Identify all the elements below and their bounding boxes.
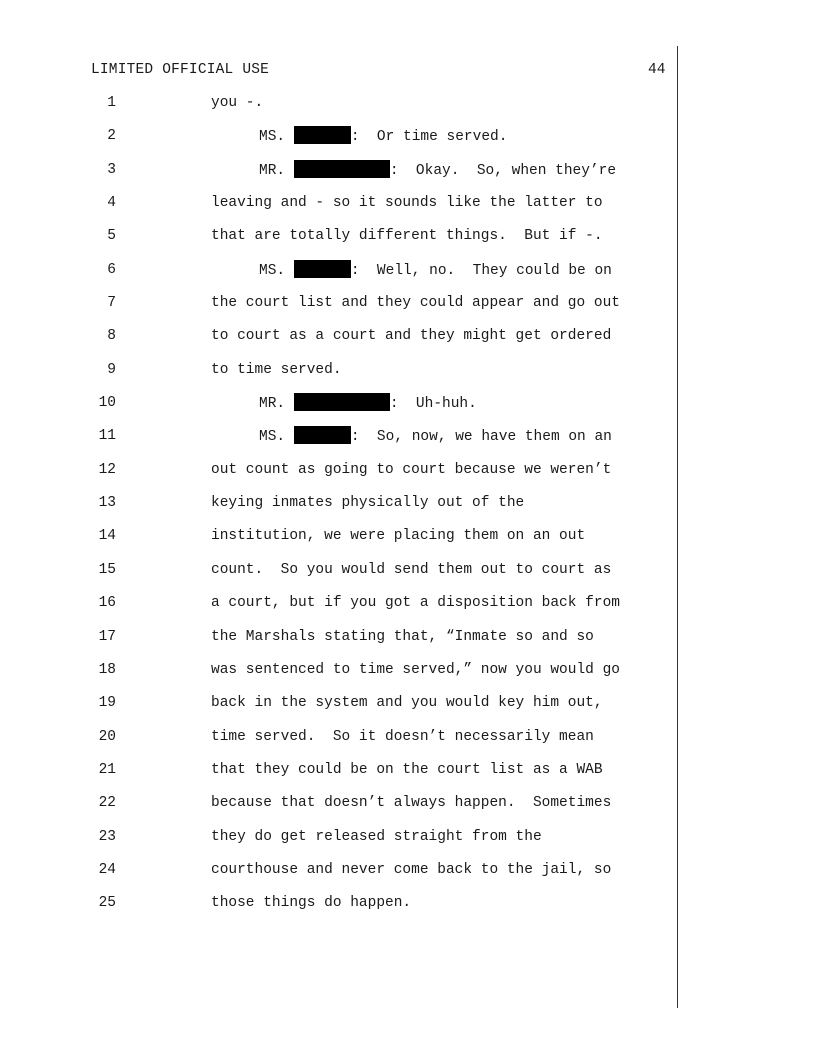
spoken-text: : Okay. So, when they’re (389, 162, 617, 179)
line-number: 25 (98, 895, 116, 912)
speaker-title: MR. (259, 396, 294, 413)
line-text: count. So you would send them out to court as (211, 561, 612, 578)
speaker-line (259, 126, 507, 147)
redaction-block (294, 426, 351, 444)
speaker-line (259, 260, 612, 281)
transcript-line (0, 293, 816, 326)
line-number: 8 (107, 328, 116, 345)
line-text: out count as going to court because we weren’t (211, 461, 612, 478)
line-number: 20 (98, 728, 116, 745)
line-text: a court, but if you got a disposition back from (211, 595, 620, 612)
line-number: 9 (107, 361, 116, 378)
line-text: that are totally different things. But if -. (211, 228, 603, 245)
line-number: 2 (107, 128, 116, 145)
spoken-text: : Uh-huh. (389, 396, 477, 413)
line-number: 11 (98, 428, 116, 445)
line-number: 22 (98, 795, 116, 812)
transcript-line (0, 493, 816, 526)
classification-header: LIMITED OFFICIAL USE (91, 62, 270, 78)
transcript-line (0, 593, 816, 626)
transcript-line (0, 793, 816, 826)
transcript-line (0, 860, 816, 893)
line-text: back in the system and you would key him out, (211, 695, 603, 712)
speaker-line (259, 393, 477, 414)
line-number: 15 (98, 561, 116, 578)
redaction-block (294, 126, 351, 144)
redaction-block (294, 393, 390, 411)
line-number: 6 (107, 261, 116, 278)
line-text: those things do happen. (211, 895, 412, 912)
line-text: they do get released straight from the (211, 828, 542, 845)
line-number: 19 (98, 695, 116, 712)
page-number: 44 (648, 62, 666, 78)
speaker-title: MR. (259, 162, 294, 179)
transcript-line (0, 160, 816, 193)
speaker-line (259, 426, 612, 447)
speaker-title: MS. (259, 129, 294, 146)
transcript-line (0, 460, 816, 493)
transcript-line (0, 126, 816, 159)
line-text: that they could be on the court list as a WAB (211, 761, 603, 778)
line-text: the Marshals stating that, “Inmate so and so (211, 628, 594, 645)
line-number: 1 (107, 95, 116, 111)
line-text: leaving and - so it sounds like the latter to (211, 195, 603, 212)
line-text: was sentenced to time served,” now you would go (211, 661, 620, 678)
line-text: because that doesn’t always happen. Sometimes (211, 795, 612, 812)
transcript-line (0, 526, 816, 559)
line-number: 13 (98, 495, 116, 512)
spoken-text: : So, now, we have them on an (350, 429, 612, 446)
line-text: time served. So it doesn’t necessarily mean (211, 728, 594, 745)
speaker-line (259, 160, 616, 181)
line-text: to court as a court and they might get ordered (211, 328, 612, 345)
transcript-line (0, 93, 816, 126)
line-number: 24 (98, 861, 116, 878)
transcript-line (0, 893, 816, 926)
transcript-line (0, 827, 816, 860)
speaker-title: MS. (259, 262, 294, 279)
transcript-line (0, 627, 816, 660)
line-number: 14 (98, 528, 116, 545)
line-number: 21 (98, 761, 116, 778)
line-number: 4 (107, 195, 116, 212)
transcript-line (0, 727, 816, 760)
line-text: to time served. (211, 361, 342, 378)
transcript-line (0, 393, 816, 426)
transcript-line (0, 693, 816, 726)
line-number: 3 (107, 161, 116, 178)
line-number: 12 (98, 461, 116, 478)
line-text: you -. (211, 95, 264, 111)
transcript-line (0, 260, 816, 293)
transcript-line (0, 660, 816, 693)
transcript-line (0, 560, 816, 593)
speaker-title: MS. (259, 429, 294, 446)
transcript-line (0, 360, 816, 393)
line-number: 16 (98, 595, 116, 612)
line-text: keying inmates physically out of the (211, 495, 525, 512)
redaction-block (294, 260, 351, 278)
line-text: courthouse and never come back to the jail, so (211, 861, 612, 878)
line-number: 17 (98, 628, 116, 645)
line-text: the court list and they could appear and go out (211, 295, 620, 312)
line-number: 23 (98, 828, 116, 845)
transcript-line (0, 193, 816, 226)
line-number: 10 (98, 395, 116, 412)
line-number: 5 (107, 228, 116, 245)
transcript-line (0, 226, 816, 259)
line-number: 7 (107, 295, 116, 312)
transcript-line (0, 326, 816, 359)
redaction-block (294, 160, 390, 178)
line-text: institution, we were placing them on an out (211, 528, 586, 545)
transcript-lines (0, 93, 816, 927)
transcript-line (0, 426, 816, 459)
line-number: 18 (98, 661, 116, 678)
transcript-line (0, 760, 816, 793)
spoken-text: : Well, no. They could be on (350, 262, 612, 279)
spoken-text: : Or time served. (350, 129, 508, 146)
